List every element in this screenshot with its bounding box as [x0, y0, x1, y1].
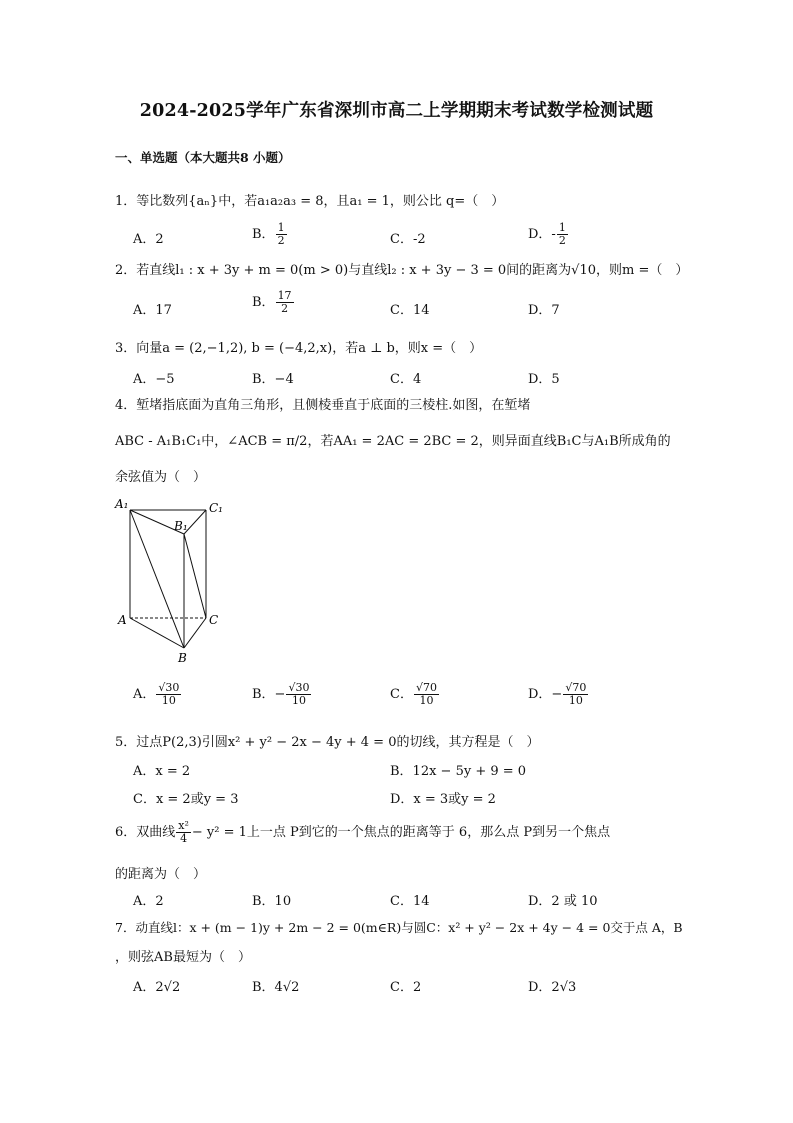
q6-option-a: A．2	[133, 894, 164, 909]
q7-option-c: C．2	[390, 980, 422, 995]
edge-bc	[184, 618, 206, 648]
q3-option-d: D．5	[528, 372, 560, 387]
q3-option-a: A．−5	[133, 372, 175, 387]
q2-option-b: B． $\frac{17}{2}$	[252, 289, 292, 315]
q7-option-b: B．4√2	[252, 980, 300, 995]
question-5-stem: 5．过点P(2,3)引圆x² + y² − 2x − 4y + 4 = 0的切线，其方程是（ ）	[115, 735, 540, 750]
q4-option-a: A． $\frac{√30}{10}$	[133, 681, 180, 707]
q4-option-c: C． $\frac{√70}{10}$	[390, 681, 437, 707]
q1-option-b: B． $\frac{1}{2}$	[252, 221, 285, 247]
q5-option-b: B．12x − 5y + 9 = 0	[390, 764, 527, 779]
segment-b1c	[184, 534, 206, 618]
question-2-stem: 2．若直线l₁ : x + 3y + m = 0(m > 0)与直线l₂ : x + 3y − 3 = 0间的距离为√10，则m =（ ）	[115, 263, 689, 278]
label-c: C	[209, 613, 219, 627]
question-6-line-2: 的距离为（ ）	[115, 867, 207, 882]
prism-figure	[112, 494, 232, 666]
label-b: B	[178, 651, 187, 665]
q7-option-a: A．2√2	[133, 980, 181, 995]
section-heading: 一、单选题（本大题共8 小题）	[115, 150, 291, 165]
q4-option-d: D．− $\frac{√70}{10}$	[528, 681, 587, 707]
q2-option-a: A．17	[133, 303, 172, 318]
q2-option-d: D．7	[528, 303, 560, 318]
q6-option-d: D．2 或 10	[528, 894, 598, 909]
q1-option-d: D．- $\frac{1}{2}$	[528, 221, 566, 247]
q3-option-b: B．−4	[252, 372, 294, 387]
label-a: A	[118, 613, 127, 627]
q1-option-a: A．2	[133, 232, 164, 247]
q5-option-d: D．x = 3或y = 2	[390, 792, 496, 807]
q3-option-c: C．4	[390, 372, 422, 387]
q7-option-d: D．2√3	[528, 980, 577, 995]
edge-ab	[130, 618, 184, 648]
label-b1: B₁	[174, 519, 188, 533]
question-7-line-2: ，则弦AB最短为（ ）	[115, 950, 251, 965]
question-6-stem: 6．双曲线 $\frac{\text{x²}}{4}$ − y² = 1上一点 P到它的一个焦点的距离等于 6，那么点 P到另一个焦点	[115, 819, 611, 845]
question-7-line-1: 7．动直线l：x + (m − 1)y + 2m − 2 = 0(m∈R)与圆C：x² + y² − 2x + 4y − 4 = 0交于点 A，B	[115, 920, 683, 935]
question-4-line-3: 余弦值为（ ）	[115, 470, 207, 485]
q4-option-b: B．− $\frac{√30}{10}$	[252, 681, 310, 707]
q5-option-a: A．x = 2	[133, 764, 191, 779]
label-c1: C₁	[209, 501, 223, 515]
q5-option-c: C．x = 2或y = 3	[133, 792, 239, 807]
q6-option-b: B．10	[252, 894, 292, 909]
page-title: 2024-2025学年广东省深圳市高二上学期期末考试数学检测试题	[139, 101, 654, 121]
question-3-stem: 3．向量a = (2,−1,2), b = (−4,2,x)，若a ⊥ b，则x =（ ）	[115, 341, 483, 356]
q1-option-c: C．-2	[390, 232, 426, 247]
q2-option-c: C．14	[390, 303, 430, 318]
label-a1: A₁	[115, 497, 129, 511]
question-1-stem: 1．等比数列{aₙ}中，若a₁a₂a₃ = 8，且a₁ = 1，则公比 q=（ ）	[115, 194, 505, 209]
question-4-line-1: 4．堑堵指底面为直角三角形，且侧棱垂直于底面的三棱柱.如图，在堑堵	[115, 398, 531, 413]
question-4-line-2: ABC - A₁B₁C₁中，∠ACB = π/2，若AA₁ = 2AC = 2BC = 2，则异面直线B₁C与A₁B所成角的	[115, 434, 671, 449]
q6-option-c: C．14	[390, 894, 430, 909]
